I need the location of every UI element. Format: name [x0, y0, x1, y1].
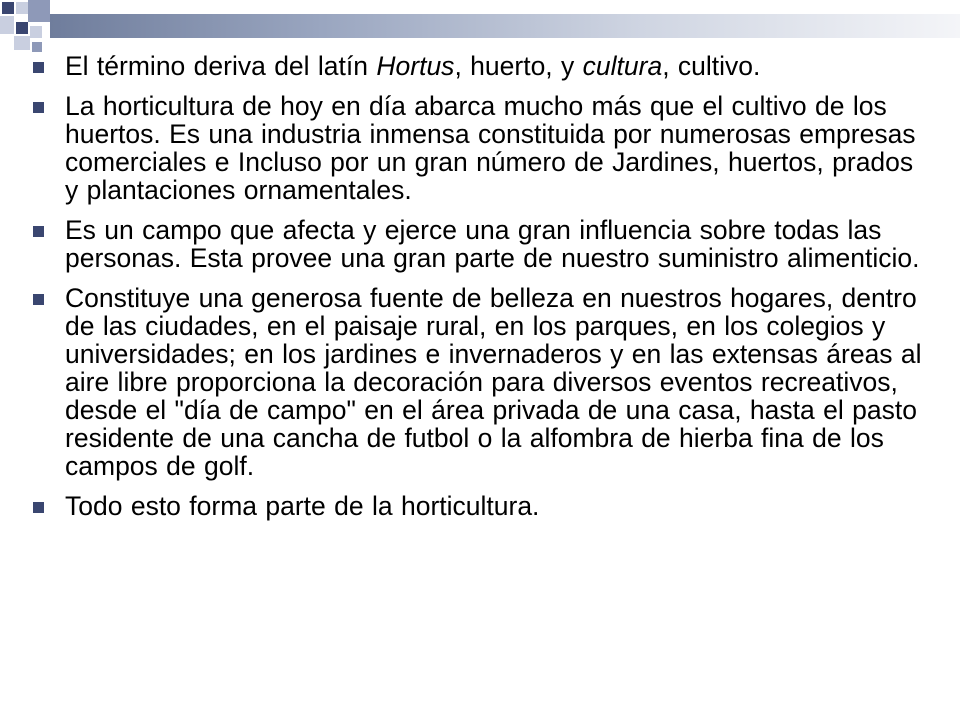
bullet-item — [30, 216, 930, 272]
deco-square — [32, 42, 42, 52]
deco-square — [16, 22, 28, 34]
deco-square — [2, 2, 14, 14]
bullet-square-icon — [33, 62, 44, 73]
deco-square — [28, 0, 50, 22]
deco-square — [16, 2, 28, 14]
header-gradient-bar — [50, 14, 960, 38]
deco-square — [0, 16, 14, 34]
bullet-text: Es un campo que afecta y ejerce una gran influencia sobre todas las personas. Esta provee una gran parte de nuestro suministro alimenticio. — [65, 215, 920, 273]
bullet-item — [30, 492, 930, 520]
bullet-square-icon — [33, 102, 44, 113]
bullet-square-icon — [33, 502, 44, 513]
slide-body — [30, 52, 930, 532]
deco-square — [14, 36, 30, 50]
bullet-text: Constituye una generosa fuente de belleza en nuestros hogares, dentro de las ciudades, en el paisaje rural, en los parques, en los colegios y universidades; en los jardines e invernaderos y en las extensas áreas al aire libre proporciona la decoración para diversos eventos recreativos, desde el "día de campo" en el área privada de una casa, hasta el pasto residente de una cancha de futbol o la alfombra de hierba fina de los campos de golf. — [65, 283, 922, 481]
bullet-text: El término deriva del latín Hortus, huerto, y cultura, cultivo. — [65, 51, 761, 81]
bullet-item — [30, 52, 930, 80]
deco-square — [30, 26, 42, 38]
bullet-square-icon — [33, 226, 44, 237]
bullet-item — [30, 92, 930, 204]
bullet-text: La horticultura de hoy en día abarca mucho más que el cultivo de los huertos. Es una industria inmensa constituida por numerosas empresas comerciales e Incluso por un gran número de Jardines, huertos, prados y plantaciones ornamentales. — [65, 91, 916, 205]
bullet-square-icon — [33, 294, 44, 305]
bullet-item — [30, 284, 930, 480]
bullet-text: Todo esto forma parte de la horticultura. — [65, 491, 540, 521]
